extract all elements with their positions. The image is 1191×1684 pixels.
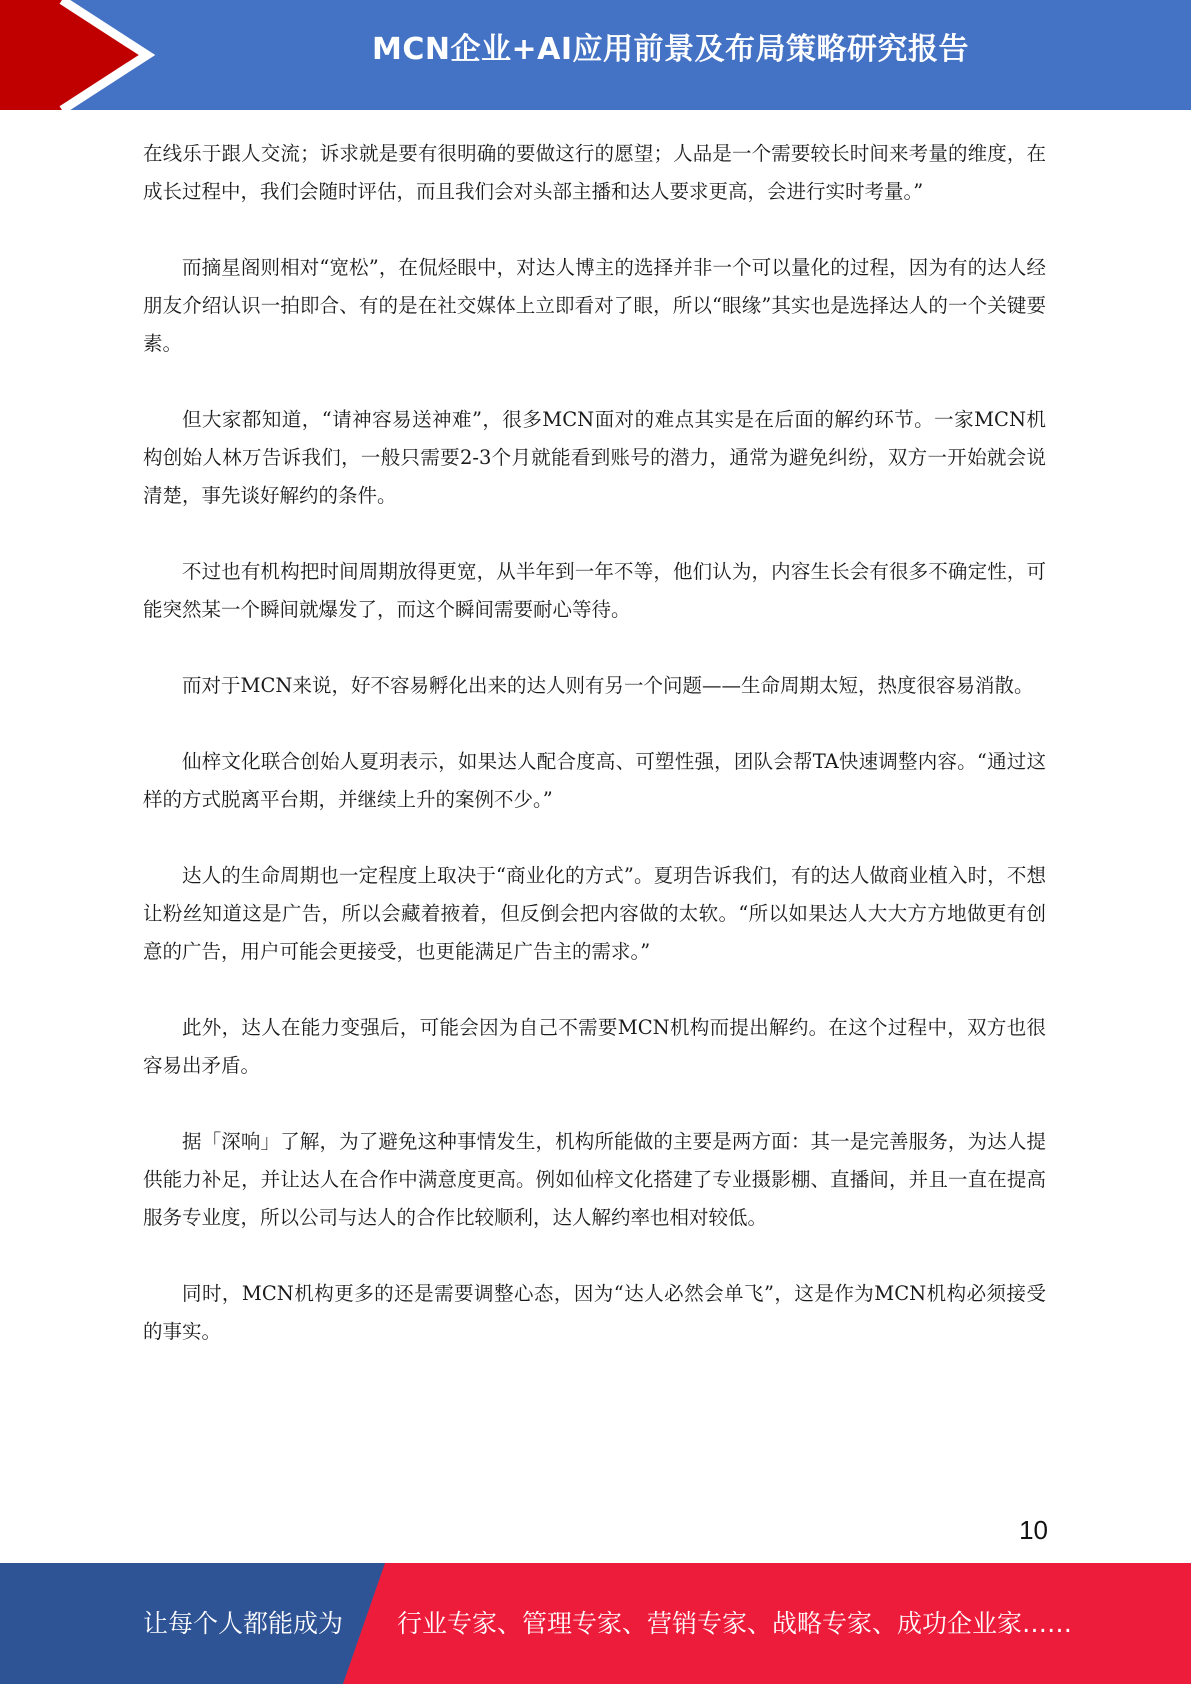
paragraph-8: 此外，达人在能力变强后，可能会因为自己不需要MCN机构而提出解约。在这个过程中，双方也很容易出矛盾。 [143,1016,1046,1077]
paragraph-3: 但大家都知道，“请神容易送神难”，很多MCN面对的难点其实是在后面的解约环节。一家MCN机构创始人林万告诉我们，一般只需要2-3个月就能看到账号的潜力，通常为避免纠纷，双方一开始就会说清楚，事先谈好解约的条件。 [143,408,1046,507]
footer-slogan-right: 行业专家、管理专家、营销专家、战略专家、成功企业家…… [397,1609,1073,1638]
page-footer [0,1563,1191,1684]
report-title: MCN企业+AI应用前景及布局策略研究报告 [372,32,969,67]
page-number: 10 [1019,1515,1048,1545]
header-arrow-decoration [0,0,160,110]
paragraph-1: 在线乐于跟人交流；诉求就是要有很明确的要做这行的愿望；人品是一个需要较长时间来考量的维度，在成长过程中，我们会随时评估，而且我们会对头部主播和达人要求更高，会进行实时考量。” [143,142,1046,203]
paragraph-10: 同时，MCN机构更多的还是需要调整心态，因为“达人必然会单飞”，这是作为MCN机构必须接受的事实。 [143,1282,1046,1343]
paragraph-7: 达人的生命周期也一定程度上取决于“商业化的方式”。夏玥告诉我们，有的达人做商业植入时，不想让粉丝知道这是广告，所以会藏着掖着，但反倒会把内容做的太软。“所以如果达人大大方方地做更有创意的广告，用户可能会更接受，也更能满足广告主的需求。” [143,864,1046,963]
footer-slogan-left: 让每个人都能成为 [143,1609,344,1638]
body-text [143,135,1046,1389]
paragraph-6: 仙梓文化联合创始人夏玥表示，如果达人配合度高、可塑性强，团队会帮TA快速调整内容。“通过这样的方式脱离平台期，并继续上升的案例不少。” [143,750,1046,811]
paragraph-4: 不过也有机构把时间周期放得更宽，从半年到一年不等，他们认为，内容生长会有很多不确定性，可能突然某一个瞬间就爆发了，而这个瞬间需要耐心等待。 [143,560,1046,621]
paragraph-5: 而对于MCN来说，好不容易孵化出来的达人则有另一个问题——生命周期太短，热度很容易消散。 [182,674,1034,697]
paragraph-9: 据「深响」了解，为了避免这种事情发生，机构所能做的主要是两方面：其一是完善服务，为达人提供能力补足，并让达人在合作中满意度更高。例如仙梓文化搭建了专业摄影棚、直播间，并且一直在提高服务专业度，所以公司与达人的合作比较顺利，达人解约率也相对较低。 [143,1130,1046,1229]
paragraph-2: 而摘星阁则相对“宽松”，在侃烃眼中，对达人博主的选择并非一个可以量化的过程，因为有的达人经朋友介绍认识一拍即合、有的是在社交媒体上立即看对了眼，所以“眼缘”其实也是选择达人的一个关键要素。 [143,256,1046,355]
page-header [0,0,1191,110]
